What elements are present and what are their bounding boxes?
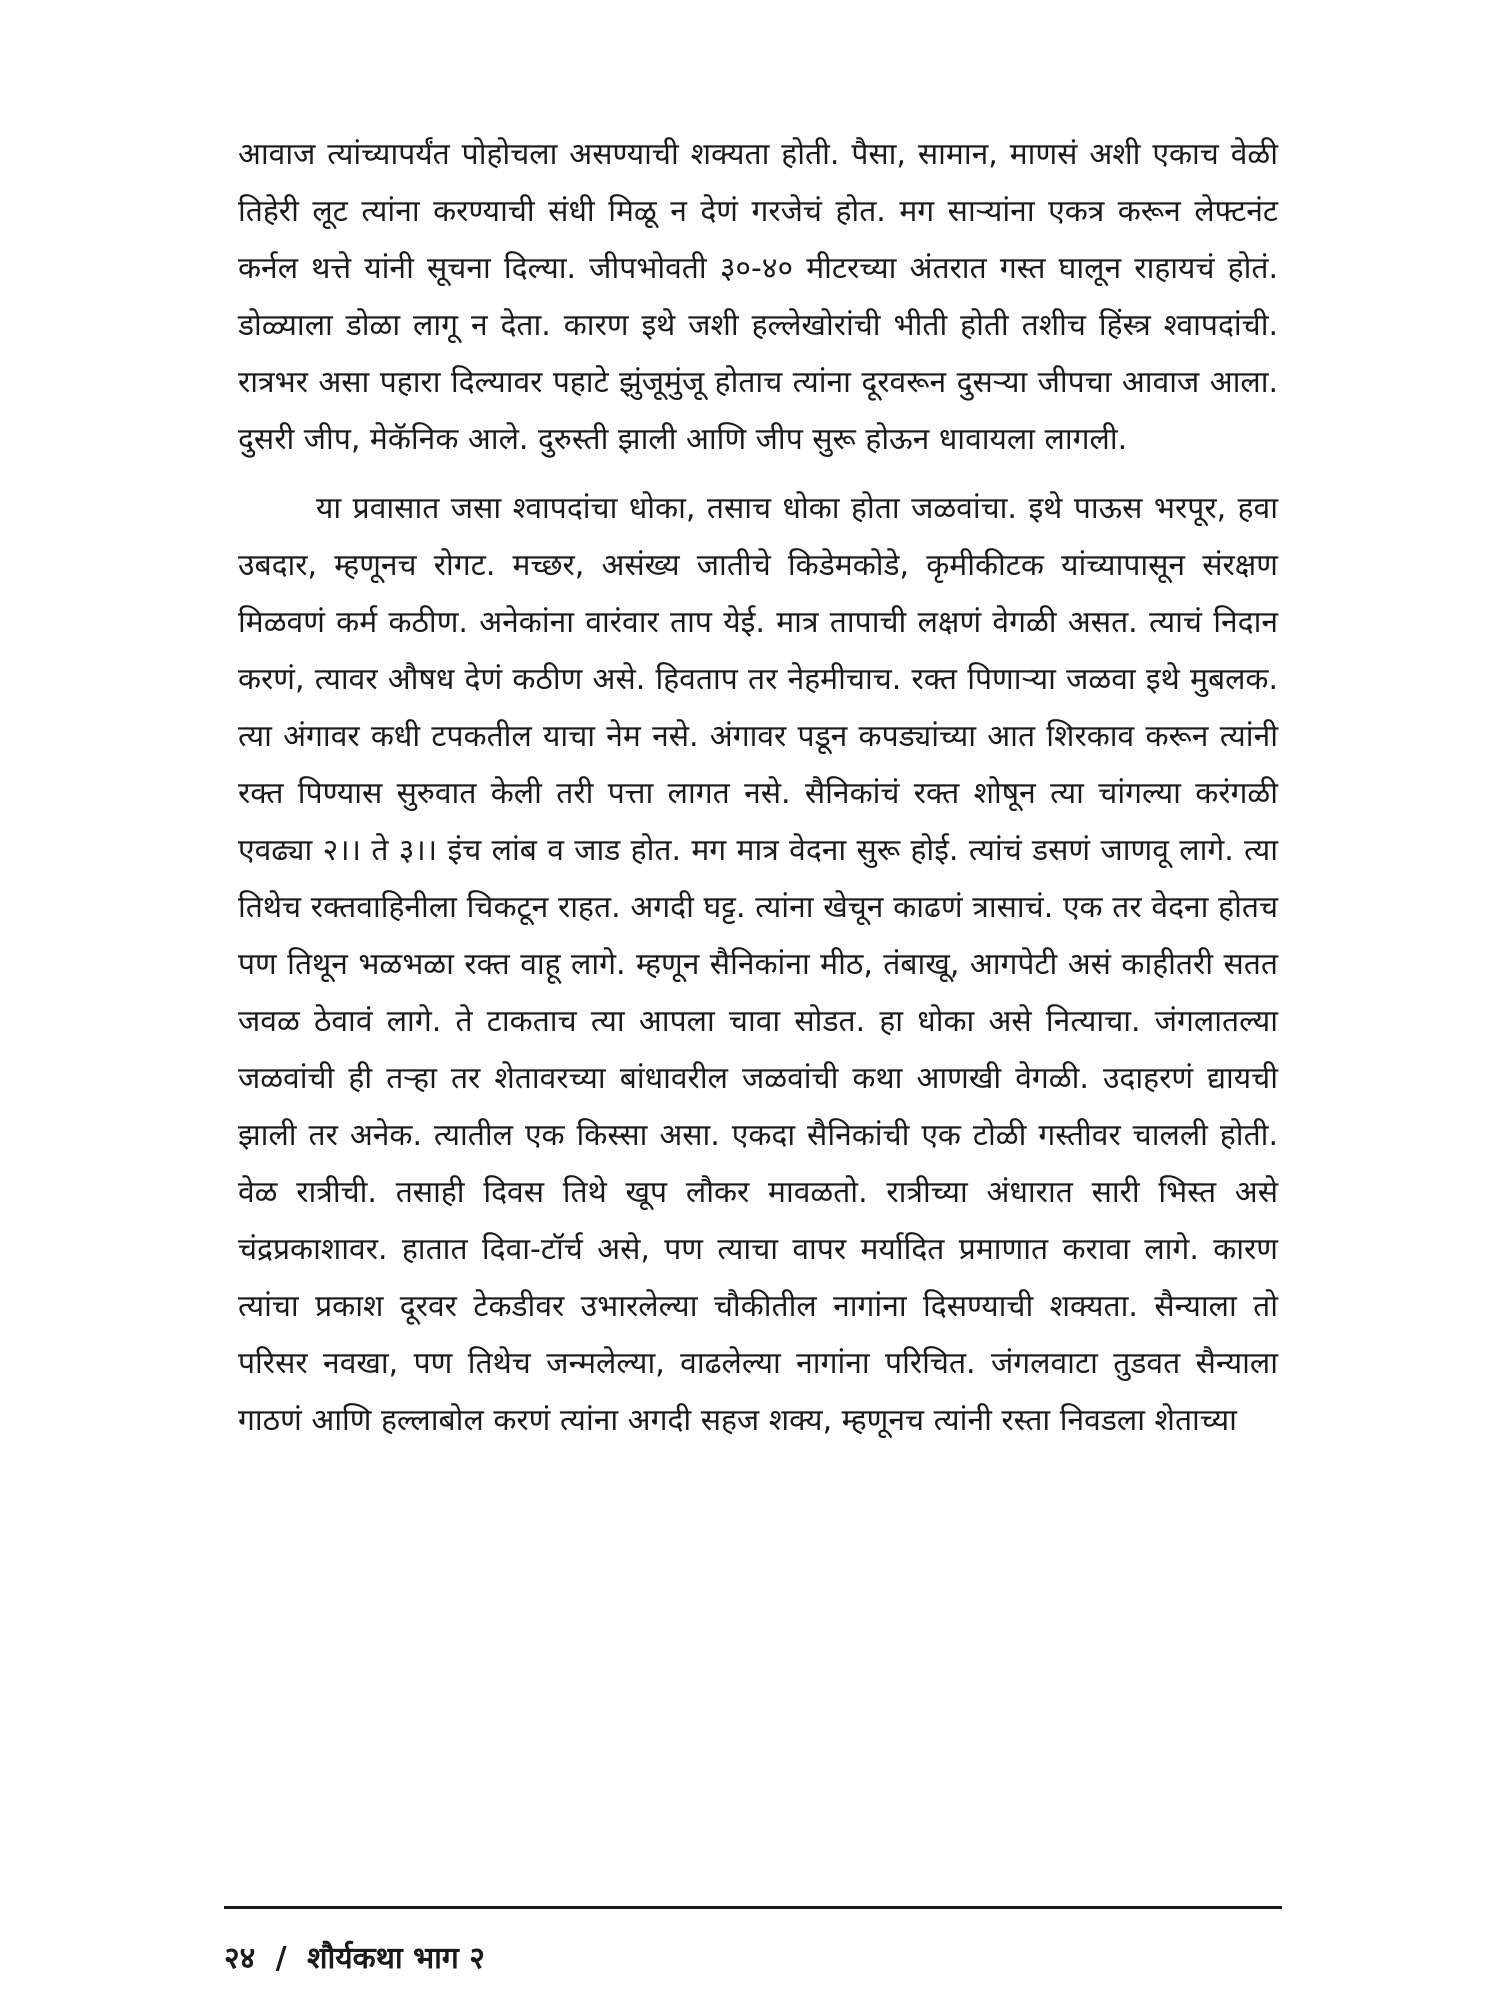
- paragraph-continuation: आवाज त्यांच्यापर्यंत पोहोचला असण्याची शक्यता होती. पैसा, सामान, माणसं अशी एकाच वेळी तिहेरी लूट त्यांना करण्याची संधी मिळू न देणं गरजेचं होत. मग साऱ्यांना एकत्र करून लेफ्टनंट कर्नल थत्ते यांनी सूचना दिल्या. जीपभोवती ३०-४० मीटरच्या अंतरात गस्त घालून राहायचं होतं. डोळ्याला डोळा लागू न देता. कारण इथे जशी हल्लेखोरांची भीती होती तशीच हिंस्त्र श्वापदांची. रात्रभर असा पहारा दिल्यावर पहाटे झुंजूमुंजू होताच त्यांना दूरवरून दुसऱ्या जीपचा आवाज आला. दुसरी जीप, मेकॅनिक आले. दुरुस्ती झाली आणि जीप सुरू होऊन धावायला लागली.: [238, 137, 1278, 457]
- page-number: २४: [224, 1941, 256, 1976]
- body-text: [238, 126, 1278, 1449]
- paragraph-leeches: या प्रवासात जसा श्वापदांचा धोका, तसाच धोका होता जळवांचा. इथे पाऊस भरपूर, हवा उबदार, म्हणूनच रोगट. मच्छर, असंख्य जातीचे किडेमकोडे, कृमीकीटक यांच्यापासून संरक्षण मिळवणं कर्म कठीण. अनेकांना वारंवार ताप येई. मात्र तापाची लक्षणं वेगळी असत. त्याचं निदान करणं, त्यावर औषध देणं कठीण असे. हिवताप तर नेहमीचाच. रक्त पिणाऱ्या जळवा इथे मुबलक. त्या अंगावर कधी टपकतील याचा नेम नसे. अंगावर पडून कपड्यांच्या आत शिरकाव करून त्यांनी रक्त पिण्यास सुरुवात केली तरी पत्ता लागत नसे. सैनिकांचं रक्त शोषून त्या चांगल्या करंगळी एवढ्या २।। ते ३।। इंच लांब व जाड होत. मग मात्र वेदना सुरू होई. त्यांचं डसणं जाणवू लागे. त्या तिथेच रक्तवाहिनीला चिकटून राहत. अगदी घट्ट. त्यांना खेचून काढणं त्रासाचं. एक तर वेदना होतच पण तिथून भळभळा रक्त वाहू लागे. म्हणून सैनिकांना मीठ, तंबाखू, आगपेटी असं काहीतरी सतत जवळ ठेवावं लागे. ते टाकताच त्या आपला चावा सोडत. हा धोका असे नित्याचा. जंगलातल्या जळवांची ही तऱ्हा तर शेतावरच्या बांधावरील जळवांची कथा आणखी वेगळी. उदाहरणं द्यायची झाली तर अनेक. त्यातील एक किस्सा असा. एकदा सैनिकांची एक टोळी गस्तीवर चालली होती. वेळ रात्रीची. तसाही दिवस तिथे खूप लौकर मावळतो. रात्रीच्या अंधारात सारी भिस्त असे चंद्रप्रकाशावर. हातात दिवा-टॉर्च असे, पण त्याचा वापर मर्यादित प्रमाणात करावा लागे. कारण त्यांचा प्रकाश दूरवर टेकडीवर उभारलेल्या चौकीतील नागांना दिसण्याची शक्यता. सैन्याला तो परिसर नवखा, पण तिथेच जन्मलेल्या, वाढलेल्या नागांना परिचित. जंगलवाटा तुडवत सैन्याला गाठणं आणि हल्लाबोल करणं त्यांना अगदी सहज शक्य, म्हणूनच त्यांनी रस्ता निवडला शेताच्या: [238, 491, 1278, 1438]
- book-title: शौर्यकथा भाग २: [307, 1941, 485, 1976]
- footer-separator: /: [275, 1941, 287, 1976]
- page-footer: [224, 1936, 485, 1977]
- footer-divider: [224, 1906, 1282, 1909]
